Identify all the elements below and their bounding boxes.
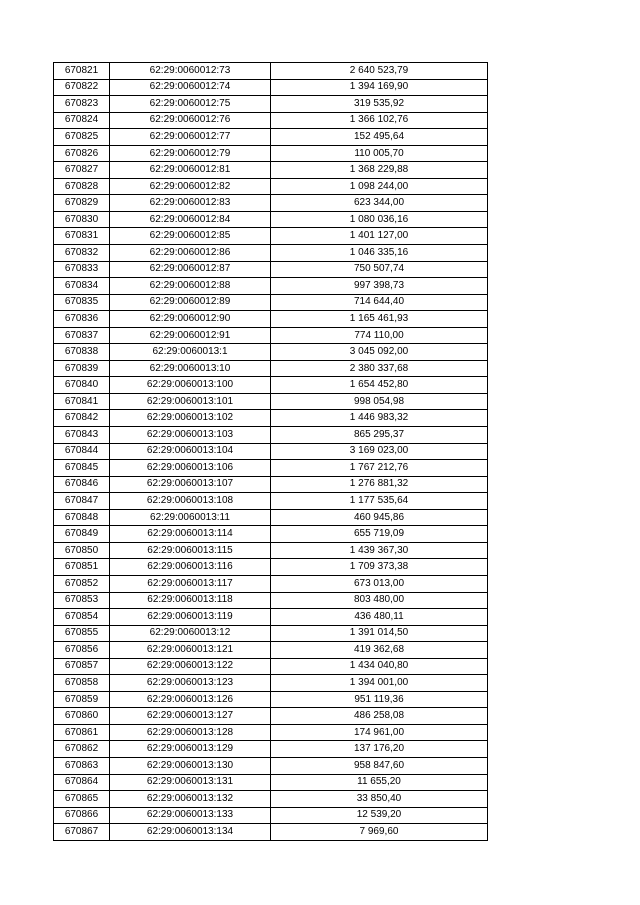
- table-row: [54, 559, 488, 576]
- table-row: [54, 327, 488, 344]
- cadastral-number-cell: 62:29:0060013:108: [110, 493, 271, 510]
- value-cell: 998 054,98: [271, 393, 488, 410]
- row-number-cell: 670849: [54, 526, 110, 543]
- value-cell: 12 539,20: [271, 807, 488, 824]
- cadastral-number-cell: 62:29:0060013:114: [110, 526, 271, 543]
- table-row: [54, 261, 488, 278]
- table-row: [54, 609, 488, 626]
- value-cell: 2 640 523,79: [271, 63, 488, 80]
- table-row: [54, 724, 488, 741]
- cadastral-number-cell: 62:29:0060013:101: [110, 393, 271, 410]
- row-number-cell: 670865: [54, 791, 110, 808]
- table-row: [54, 360, 488, 377]
- table-row: [54, 675, 488, 692]
- cadastral-number-cell: 62:29:0060013:116: [110, 559, 271, 576]
- cadastral-number-cell: 62:29:0060013:133: [110, 807, 271, 824]
- table-row: [54, 774, 488, 791]
- row-number-cell: 670845: [54, 460, 110, 477]
- table-row: [54, 178, 488, 195]
- cadastral-value-table: [53, 62, 488, 841]
- cadastral-number-cell: 62:29:0060012:74: [110, 79, 271, 96]
- row-number-cell: 670866: [54, 807, 110, 824]
- value-cell: 2 380 337,68: [271, 360, 488, 377]
- row-number-cell: 670828: [54, 178, 110, 195]
- value-cell: 997 398,73: [271, 278, 488, 295]
- row-number-cell: 670847: [54, 493, 110, 510]
- cadastral-number-cell: 62:29:0060012:75: [110, 96, 271, 113]
- row-number-cell: 670860: [54, 708, 110, 725]
- cadastral-number-cell: 62:29:0060013:11: [110, 509, 271, 526]
- value-cell: 1 165 461,93: [271, 311, 488, 328]
- row-number-cell: 670823: [54, 96, 110, 113]
- value-cell: 1 394 169,90: [271, 79, 488, 96]
- cadastral-number-cell: 62:29:0060012:87: [110, 261, 271, 278]
- table-row: [54, 443, 488, 460]
- row-number-cell: 670827: [54, 162, 110, 179]
- table-row: [54, 145, 488, 162]
- value-cell: 1 080 036,16: [271, 211, 488, 228]
- cadastral-number-cell: 62:29:0060012:76: [110, 112, 271, 129]
- table-row: [54, 509, 488, 526]
- cadastral-number-cell: 62:29:0060012:79: [110, 145, 271, 162]
- row-number-cell: 670857: [54, 658, 110, 675]
- cadastral-number-cell: 62:29:0060012:84: [110, 211, 271, 228]
- table-row: [54, 791, 488, 808]
- cadastral-number-cell: 62:29:0060013:106: [110, 460, 271, 477]
- row-number-cell: 670858: [54, 675, 110, 692]
- value-cell: 7 969,60: [271, 824, 488, 841]
- table-row: [54, 129, 488, 146]
- cadastral-number-cell: 62:29:0060012:83: [110, 195, 271, 212]
- row-number-cell: 670848: [54, 509, 110, 526]
- cadastral-number-cell: 62:29:0060013:119: [110, 609, 271, 626]
- cadastral-number-cell: 62:29:0060013:132: [110, 791, 271, 808]
- table-row: [54, 112, 488, 129]
- table-row: [54, 575, 488, 592]
- cadastral-number-cell: 62:29:0060013:130: [110, 757, 271, 774]
- value-cell: 460 945,86: [271, 509, 488, 526]
- value-cell: 1 401 127,00: [271, 228, 488, 245]
- row-number-cell: 670826: [54, 145, 110, 162]
- value-cell: 486 258,08: [271, 708, 488, 725]
- value-cell: 152 495,64: [271, 129, 488, 146]
- value-cell: 1 654 452,80: [271, 377, 488, 394]
- cadastral-number-cell: 62:29:0060013:129: [110, 741, 271, 758]
- table-row: [54, 625, 488, 642]
- cadastral-number-cell: 62:29:0060013:103: [110, 427, 271, 444]
- cadastral-number-cell: 62:29:0060013:100: [110, 377, 271, 394]
- row-number-cell: 670852: [54, 575, 110, 592]
- value-cell: 3 045 092,00: [271, 344, 488, 361]
- value-cell: 1 446 983,32: [271, 410, 488, 427]
- cadastral-number-cell: 62:29:0060013:126: [110, 691, 271, 708]
- value-cell: 1 177 535,64: [271, 493, 488, 510]
- table-row: [54, 195, 488, 212]
- table-row: [54, 824, 488, 841]
- value-cell: 319 535,92: [271, 96, 488, 113]
- table-row: [54, 278, 488, 295]
- table-row: [54, 493, 488, 510]
- row-number-cell: 670830: [54, 211, 110, 228]
- cadastral-number-cell: 62:29:0060012:73: [110, 63, 271, 80]
- table-row: [54, 228, 488, 245]
- row-number-cell: 670834: [54, 278, 110, 295]
- row-number-cell: 670846: [54, 476, 110, 493]
- table-row: [54, 393, 488, 410]
- table-row: [54, 63, 488, 80]
- value-cell: 110 005,70: [271, 145, 488, 162]
- row-number-cell: 670836: [54, 311, 110, 328]
- table-row: [54, 410, 488, 427]
- value-cell: 714 644,40: [271, 294, 488, 311]
- table-row: [54, 162, 488, 179]
- table-row: [54, 542, 488, 559]
- value-cell: 419 362,68: [271, 642, 488, 659]
- table-row: [54, 79, 488, 96]
- row-number-cell: 670864: [54, 774, 110, 791]
- value-cell: 1 276 881,32: [271, 476, 488, 493]
- table-row: [54, 757, 488, 774]
- row-number-cell: 670835: [54, 294, 110, 311]
- row-number-cell: 670867: [54, 824, 110, 841]
- row-number-cell: 670841: [54, 393, 110, 410]
- row-number-cell: 670862: [54, 741, 110, 758]
- table-row: [54, 96, 488, 113]
- cadastral-number-cell: 62:29:0060013:117: [110, 575, 271, 592]
- table-row: [54, 658, 488, 675]
- cadastral-number-cell: 62:29:0060013:12: [110, 625, 271, 642]
- value-cell: 1 434 040,80: [271, 658, 488, 675]
- row-number-cell: 670838: [54, 344, 110, 361]
- value-cell: 1 098 244,00: [271, 178, 488, 195]
- table-row: [54, 526, 488, 543]
- row-number-cell: 670840: [54, 377, 110, 394]
- value-cell: 655 719,09: [271, 526, 488, 543]
- row-number-cell: 670861: [54, 724, 110, 741]
- cadastral-number-cell: 62:29:0060013:10: [110, 360, 271, 377]
- value-cell: 951 119,36: [271, 691, 488, 708]
- row-number-cell: 670837: [54, 327, 110, 344]
- row-number-cell: 670824: [54, 112, 110, 129]
- cadastral-number-cell: 62:29:0060013:121: [110, 642, 271, 659]
- table-row: [54, 427, 488, 444]
- cadastral-number-cell: 62:29:0060012:88: [110, 278, 271, 295]
- cadastral-number-cell: 62:29:0060012:86: [110, 245, 271, 262]
- row-number-cell: 670822: [54, 79, 110, 96]
- table-row: [54, 211, 488, 228]
- row-number-cell: 670850: [54, 542, 110, 559]
- cadastral-number-cell: 62:29:0060013:134: [110, 824, 271, 841]
- cadastral-number-cell: 62:29:0060012:82: [110, 178, 271, 195]
- cadastral-number-cell: 62:29:0060013:123: [110, 675, 271, 692]
- value-cell: 1 767 212,76: [271, 460, 488, 477]
- row-number-cell: 670855: [54, 625, 110, 642]
- cadastral-number-cell: 62:29:0060012:81: [110, 162, 271, 179]
- value-cell: 750 507,74: [271, 261, 488, 278]
- value-cell: 673 013,00: [271, 575, 488, 592]
- value-cell: 11 655,20: [271, 774, 488, 791]
- table-row: [54, 245, 488, 262]
- table-row: [54, 691, 488, 708]
- table-row: [54, 460, 488, 477]
- value-cell: 33 850,40: [271, 791, 488, 808]
- value-cell: 137 176,20: [271, 741, 488, 758]
- cadastral-number-cell: 62:29:0060013:102: [110, 410, 271, 427]
- cadastral-number-cell: 62:29:0060012:89: [110, 294, 271, 311]
- cadastral-number-cell: 62:29:0060013:1: [110, 344, 271, 361]
- row-number-cell: 670853: [54, 592, 110, 609]
- table-body: [54, 63, 488, 841]
- table-row: [54, 592, 488, 609]
- row-number-cell: 670832: [54, 245, 110, 262]
- table-row: [54, 377, 488, 394]
- row-number-cell: 670831: [54, 228, 110, 245]
- row-number-cell: 670843: [54, 427, 110, 444]
- value-cell: 803 480,00: [271, 592, 488, 609]
- cadastral-number-cell: 62:29:0060013:104: [110, 443, 271, 460]
- row-number-cell: 670825: [54, 129, 110, 146]
- value-cell: 1 709 373,38: [271, 559, 488, 576]
- row-number-cell: 670856: [54, 642, 110, 659]
- row-number-cell: 670859: [54, 691, 110, 708]
- cadastral-number-cell: 62:29:0060013:127: [110, 708, 271, 725]
- cadastral-number-cell: 62:29:0060013:128: [110, 724, 271, 741]
- table-row: [54, 294, 488, 311]
- cadastral-number-cell: 62:29:0060012:85: [110, 228, 271, 245]
- value-cell: 3 169 023,00: [271, 443, 488, 460]
- table-row: [54, 807, 488, 824]
- row-number-cell: 670842: [54, 410, 110, 427]
- value-cell: 958 847,60: [271, 757, 488, 774]
- value-cell: 1 366 102,76: [271, 112, 488, 129]
- row-number-cell: 670863: [54, 757, 110, 774]
- cadastral-number-cell: 62:29:0060012:77: [110, 129, 271, 146]
- cadastral-number-cell: 62:29:0060013:115: [110, 542, 271, 559]
- value-cell: 174 961,00: [271, 724, 488, 741]
- value-cell: 865 295,37: [271, 427, 488, 444]
- value-cell: 1 368 229,88: [271, 162, 488, 179]
- table-row: [54, 476, 488, 493]
- table-row: [54, 642, 488, 659]
- row-number-cell: 670844: [54, 443, 110, 460]
- value-cell: 623 344,00: [271, 195, 488, 212]
- row-number-cell: 670851: [54, 559, 110, 576]
- row-number-cell: 670854: [54, 609, 110, 626]
- value-cell: 1 394 001,00: [271, 675, 488, 692]
- value-cell: 1 046 335,16: [271, 245, 488, 262]
- value-cell: 436 480,11: [271, 609, 488, 626]
- value-cell: 1 391 014,50: [271, 625, 488, 642]
- table-row: [54, 311, 488, 328]
- row-number-cell: 670839: [54, 360, 110, 377]
- value-cell: 1 439 367,30: [271, 542, 488, 559]
- table-row: [54, 708, 488, 725]
- cadastral-number-cell: 62:29:0060013:107: [110, 476, 271, 493]
- cadastral-number-cell: 62:29:0060012:91: [110, 327, 271, 344]
- row-number-cell: 670821: [54, 63, 110, 80]
- cadastral-number-cell: 62:29:0060012:90: [110, 311, 271, 328]
- cadastral-number-cell: 62:29:0060013:118: [110, 592, 271, 609]
- table-row: [54, 741, 488, 758]
- row-number-cell: 670833: [54, 261, 110, 278]
- cadastral-number-cell: 62:29:0060013:131: [110, 774, 271, 791]
- value-cell: 774 110,00: [271, 327, 488, 344]
- row-number-cell: 670829: [54, 195, 110, 212]
- cadastral-number-cell: 62:29:0060013:122: [110, 658, 271, 675]
- table-row: [54, 344, 488, 361]
